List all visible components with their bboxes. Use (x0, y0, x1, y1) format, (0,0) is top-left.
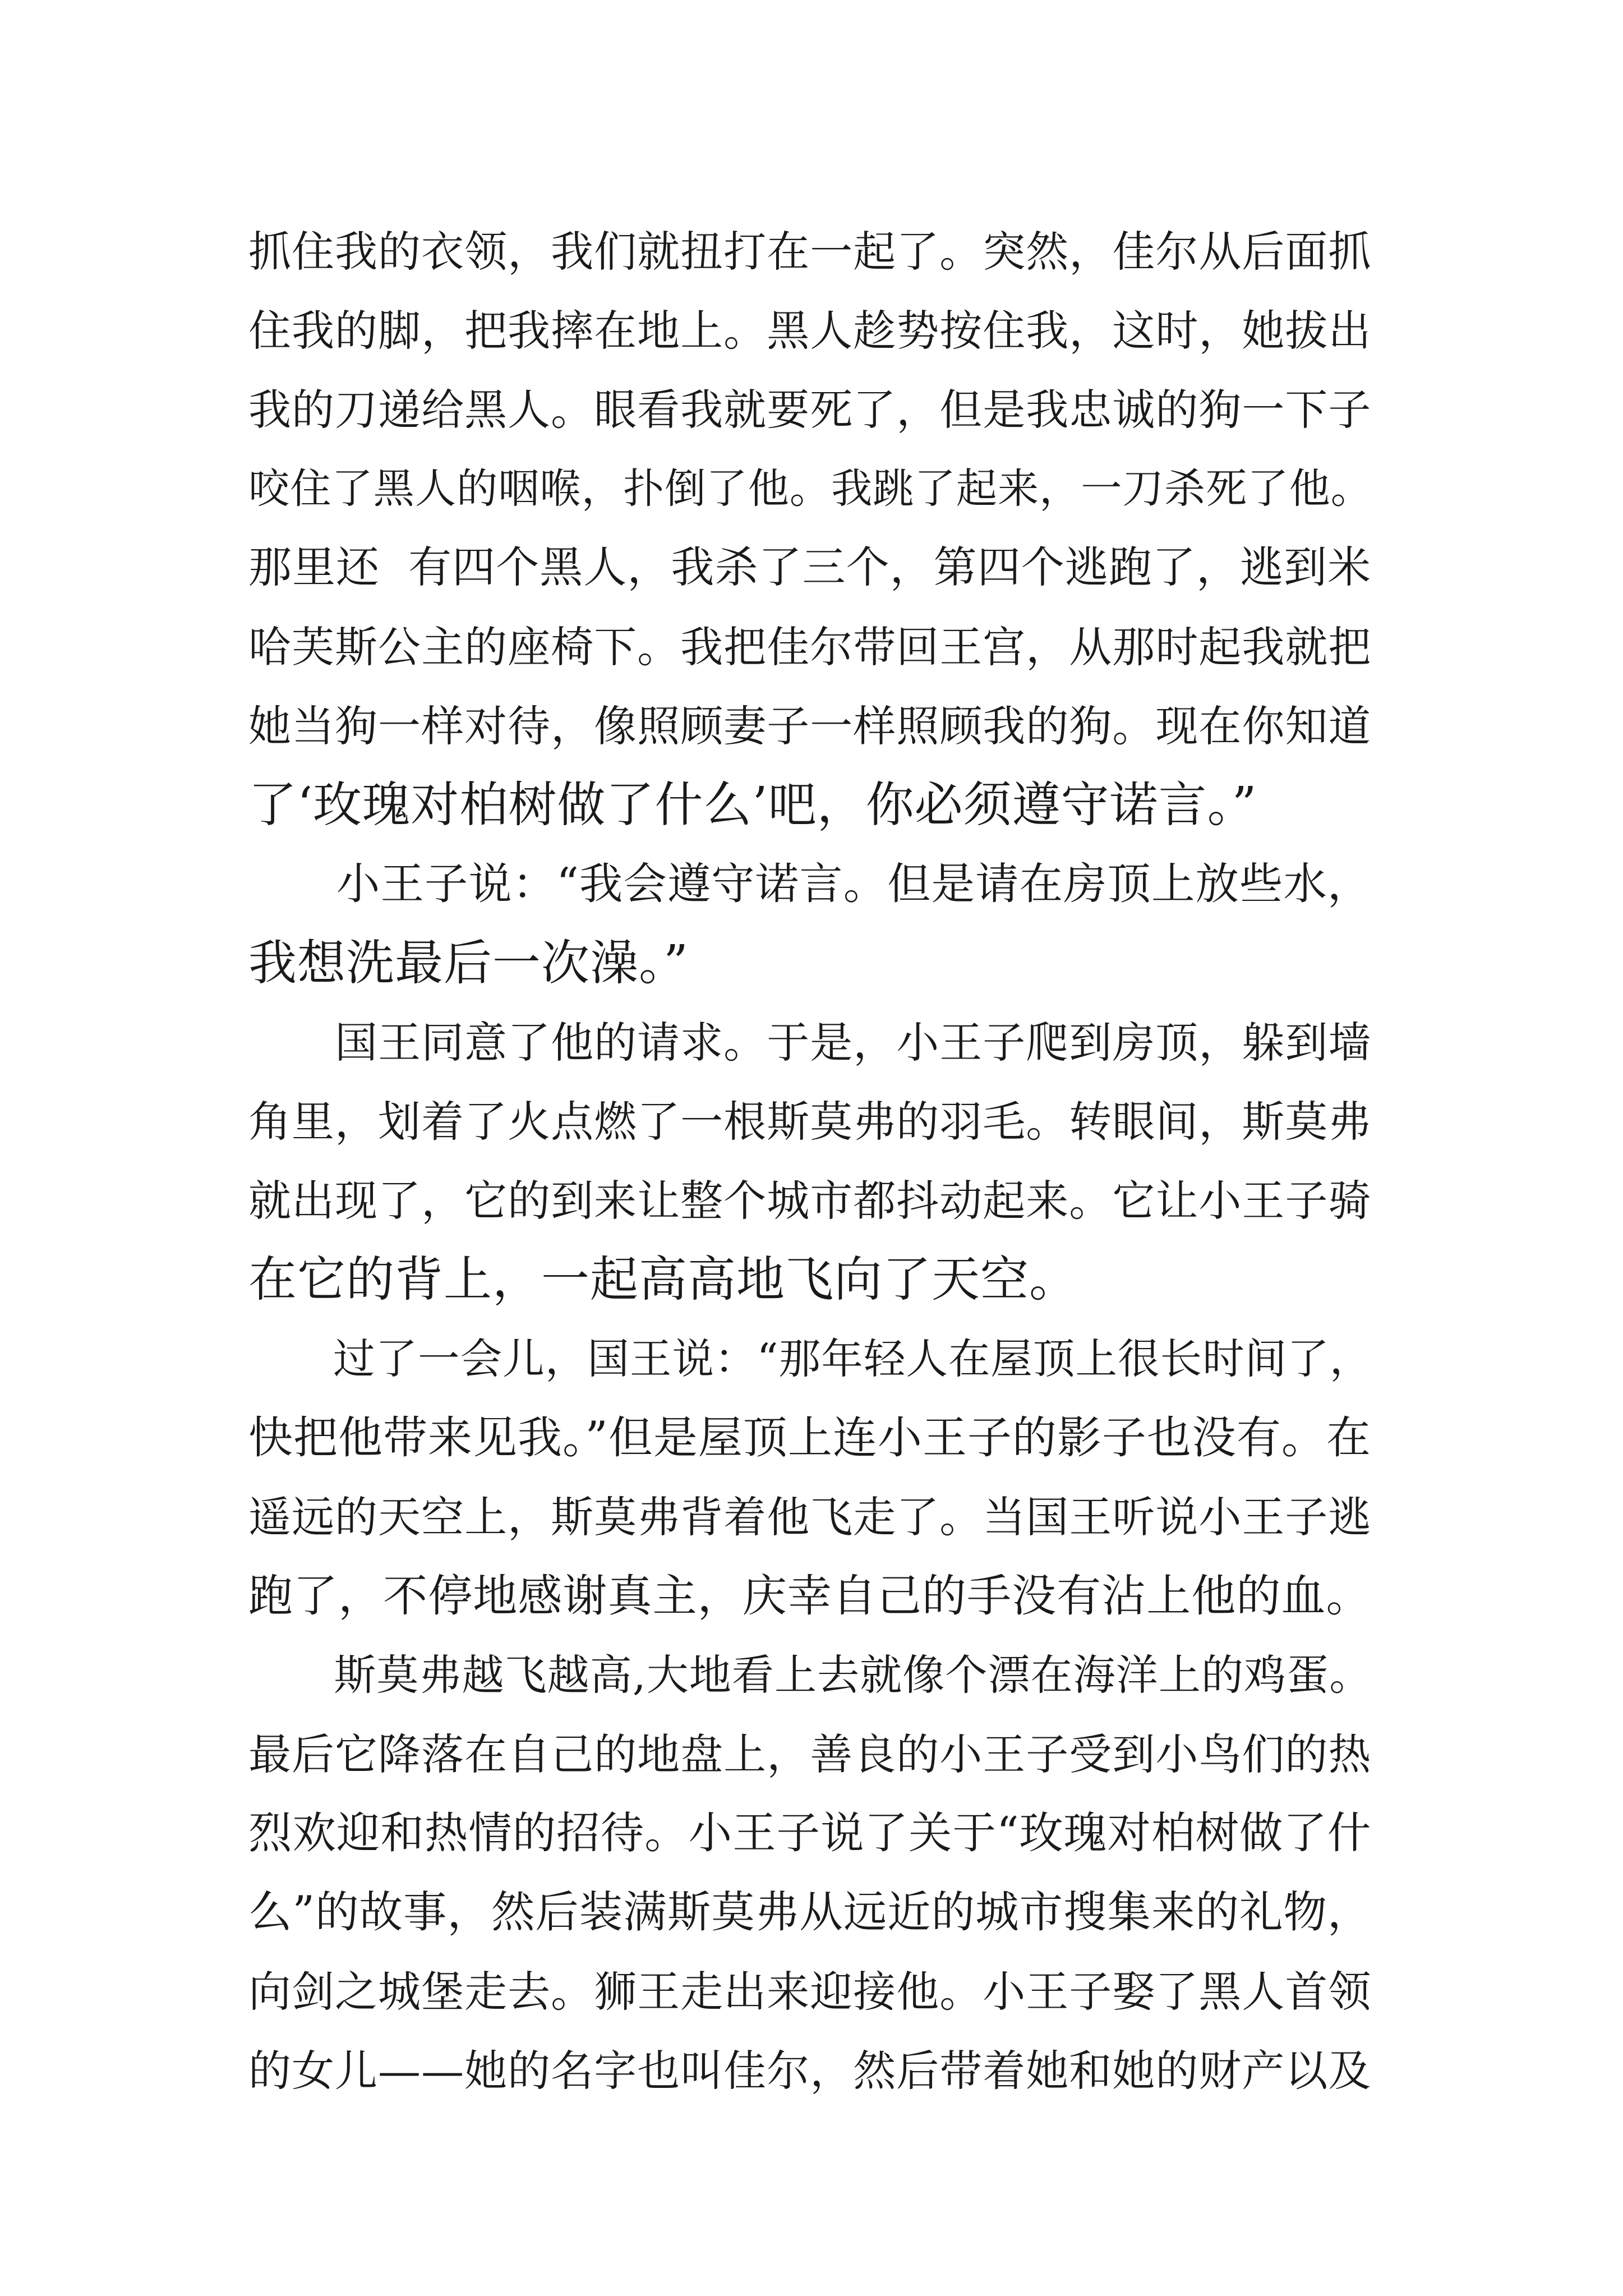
text-line: 哈芙斯公主的座椅下。我把佳尔带回王宫，从那时起我就把 (248, 622, 1372, 672)
body-text (248, 212, 1376, 2110)
text-line: 她当狗一样对待，像照顾妻子一样照顾我的狗。现在你知道 (248, 701, 1372, 751)
text-line: 咬住了黑人的咽喉，扑倒了他。我跳了起来，一刀杀死了他。 (248, 465, 1372, 513)
text-line: 遥远的天空上，斯莫弗背着他飞走了。当国王听说小王子逃 (248, 1492, 1372, 1542)
text-line: 过了一会儿，国王说：“那年轻人在屋顶上很长时间了， (248, 1335, 1372, 1383)
text-line: 快把他带来见我。”但是屋顶上连小王子的影子也没有。在 (248, 1412, 1371, 1464)
text-line: 斯莫弗越飞越高,大地看上去就像个漂在海洋上的鸡蛋。 (248, 1650, 1372, 1700)
text-line: 跑了，不停地感谢真主，庆幸自己的手没有沾上他的血。 (248, 1570, 1371, 1622)
text-line: 么”的故事，然后装满斯莫弗从远近的城市搜集来的礼物， (248, 1887, 1372, 1938)
text-line: 向剑之城堡走去。狮王走出来迎接他。小王子娶了黑人首领 (248, 1967, 1372, 2017)
text-line: 抓住我的衣领，我们就扭打在一起了。突然，佳尔从后面抓 (248, 227, 1372, 277)
text-line: 小王子说：“我会遵守诺言。但是请在房顶上放些水， (248, 859, 1372, 909)
text-line: 就出现了，它的到来让整个城市都抖动起来。它让小王子骑 (248, 1176, 1372, 1226)
text-line: 我想洗最后一次澡。” (248, 935, 689, 991)
text-line: 国王同意了他的请求。于是，小王子爬到房顶，躲到墙 (248, 1018, 1372, 1068)
text-line: 了‘玫瑰对柏树做了什么’吧，你必须遵守诺言。” (248, 777, 1257, 833)
text-line: 在它的背上，一起高高地飞向了天空。 (248, 1251, 1078, 1308)
text-line: 角里，划着了火点燃了一根斯莫弗的羽毛。转眼间，斯莫弗 (248, 1097, 1372, 1147)
text-line: 我的刀递给黑人。眼看我就要死了，但是我忠诚的狗一下子 (248, 385, 1372, 435)
text-line: 烈欢迎和热情的招待。小王子说了关于“玫瑰对柏树做了什 (248, 1808, 1372, 1858)
text-line: 的女儿——她的名字也叫佳尔，然后带着她和她的财产以及 (248, 2046, 1372, 2096)
text-line: 最后它降落在自己的地盘上，善良的小王子受到小鸟们的热 (248, 1729, 1372, 1779)
text-line: 住我的脚，把我摔在地上。黑人趁势按住我，这时，她拔出 (248, 306, 1372, 356)
text-line: 那里还 有四个黑人，我杀了三个，第四个逃跑了，逃到米 (248, 542, 1372, 593)
